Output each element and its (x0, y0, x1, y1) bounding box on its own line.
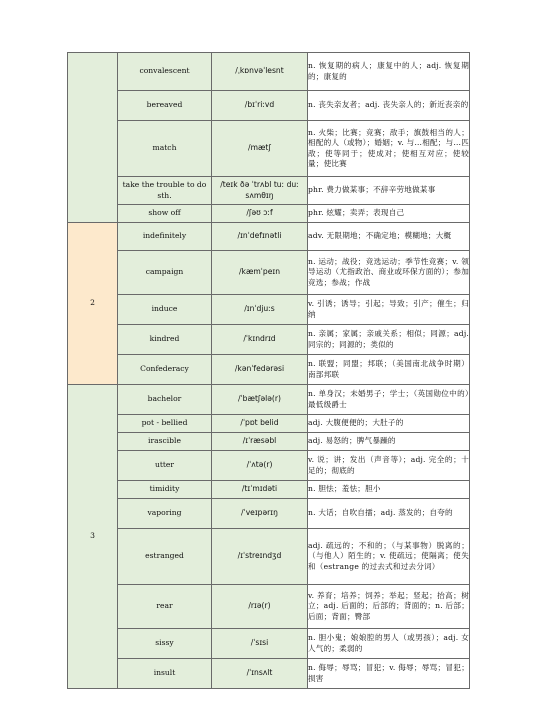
definition-cell: n. 侮辱；辱骂；冒犯；v. 侮辱；辱骂；冒犯；损害 (308, 659, 470, 689)
table-row (68, 451, 470, 481)
phonetic-cell: /kənˈfedərəsi (212, 355, 308, 385)
word-cell: bachelor (118, 385, 212, 415)
word-cell: induce (118, 295, 212, 325)
word-cell: bereaved (118, 91, 212, 121)
definition-cell: n. 胆小鬼；娘娘腔的男人（或男孩）；adj. 女人气的；柔弱的 (308, 629, 470, 659)
definition-cell: n. 火柴；比赛；竞赛；敌手；旗鼓相当的人；相配的人（或物）；婚姻；v. 与…相配；与…匹敌；使等同于；使成对；使相互对应；使较量；使比赛 (308, 121, 470, 177)
table-row (68, 205, 470, 223)
word-cell: utter (118, 451, 212, 481)
word-cell: campaign (118, 251, 212, 295)
table-row (68, 53, 470, 91)
word-cell: estranged (118, 529, 212, 585)
definition-cell: adj. 疏远的；不和的；（与某事物）脱离的；（与他人）陌生的；v. 使疏远；使隔离；使失和（estrange 的过去式和过去分词） (308, 529, 470, 585)
phonetic-cell: /ˈkɪndrɪd (212, 325, 308, 355)
word-cell: timidity (118, 481, 212, 499)
phonetic-cell: /rɪə(r) (212, 585, 308, 629)
definition-cell: n. 亲属；家属；亲戚关系；相似；同源；adj. 同宗的；同源的；类似的 (308, 325, 470, 355)
phonetic-cell: /ɪnˈdefɪnətli (212, 223, 308, 251)
phonetic-cell: /ˈsɪsi (212, 629, 308, 659)
definition-cell: phr. 炫耀；卖弄；表现自己 (308, 205, 470, 223)
word-cell: rear (118, 585, 212, 629)
table-row (68, 585, 470, 629)
table-row (68, 325, 470, 355)
definition-cell: v. 引诱；诱导；引起；导致；引产；催生；归纳 (308, 295, 470, 325)
definition-cell: n. 胆怯；羞怯；胆小 (308, 481, 470, 499)
table-row (68, 177, 470, 205)
phonetic-cell: /bɪˈriːvd (212, 91, 308, 121)
word-cell: pot - bellied (118, 415, 212, 433)
definition-cell: v. 说；讲；发出（声音等）；adj. 完全的；十足的；彻底的 (308, 451, 470, 481)
word-cell: irascible (118, 433, 212, 451)
phonetic-cell: /ˈveɪpərɪŋ (212, 499, 308, 529)
word-cell: vaporing (118, 499, 212, 529)
table-row (68, 295, 470, 325)
phonetic-cell: /teɪk ðə ˈtrʌbl tuː duː sʌmθɪŋ (212, 177, 308, 205)
word-cell: show off (118, 205, 212, 223)
vocabulary-table (67, 52, 470, 689)
definition-cell: n. 大话；自吹自擂；adj. 蒸发的；自夸的 (308, 499, 470, 529)
table-row (68, 223, 470, 251)
phonetic-cell: /ʃəʊ ɔːf (212, 205, 308, 223)
phonetic-cell: /kæmˈpeɪn (212, 251, 308, 295)
table-row (68, 499, 470, 529)
definition-cell: n. 运动；战役；竞选运动；季节性竞赛；v. 领导运动（尤指政治、商业或环保方面的）；参加竞选；参战；作战 (308, 251, 470, 295)
table-row (68, 433, 470, 451)
phonetic-cell: /ˈbætʃələ(r) (212, 385, 308, 415)
table-row (68, 385, 470, 415)
definition-cell: n. 单身汉；未婚男子；学士；（英国勋位中的）最低级爵士 (308, 385, 470, 415)
word-cell: sissy (118, 629, 212, 659)
group-cell (68, 53, 118, 223)
definition-cell: v. 养育；培养；饲养；举起；竖起；抬高；树立；adj. 后面的；后部的；背面的；n. 后部；后面；背面；臀部 (308, 585, 470, 629)
word-cell: match (118, 121, 212, 177)
phonetic-cell: /ɪnˈdjuːs (212, 295, 308, 325)
word-cell: take the trouble to do sth. (118, 177, 212, 205)
word-cell: Confederacy (118, 355, 212, 385)
definition-cell: phr. 费力做某事；不辞辛劳地做某事 (308, 177, 470, 205)
phonetic-cell: /ˈʌtə(r) (212, 451, 308, 481)
word-cell: indefinitely (118, 223, 212, 251)
definition-cell: adv. 无限期地；不确定地；模糊地；大概 (308, 223, 470, 251)
group-number: 3 (68, 385, 118, 689)
phonetic-cell: /tɪˈmɪdəti (212, 481, 308, 499)
phonetic-cell: /ɪˈstreɪndʒd (212, 529, 308, 585)
word-cell: insult (118, 659, 212, 689)
table-row (68, 659, 470, 689)
phonetic-cell: /ˈpɒt belid (212, 415, 308, 433)
table-row (68, 91, 470, 121)
table-row (68, 481, 470, 499)
table-row (68, 415, 470, 433)
phonetic-cell: /ɪˈræsəbl (212, 433, 308, 451)
definition-cell: n. 丧失亲友者；adj. 丧失亲人的；新近丧亲的 (308, 91, 470, 121)
definition-cell: adj. 大腹便便的；大肚子的 (308, 415, 470, 433)
phonetic-cell: /ˈɪnsʌlt (212, 659, 308, 689)
definition-cell: n. 联盟；同盟；邦联；（美国南北战争时期）南部邦联 (308, 355, 470, 385)
definition-cell: adj. 易怒的；脾气暴躁的 (308, 433, 470, 451)
group-number: 2 (68, 223, 118, 385)
definition-cell: n. 恢复期的病人；康复中的人；adj. 恢复期的；康复的 (308, 53, 470, 91)
word-cell: convalescent (118, 53, 212, 91)
table-row (68, 629, 470, 659)
table-row (68, 355, 470, 385)
table-row (68, 121, 470, 177)
word-cell: kindred (118, 325, 212, 355)
phonetic-cell: /ˌkɒnvəˈlesnt (212, 53, 308, 91)
table-row (68, 251, 470, 295)
phonetic-cell: /mætʃ (212, 121, 308, 177)
table-row (68, 529, 470, 585)
